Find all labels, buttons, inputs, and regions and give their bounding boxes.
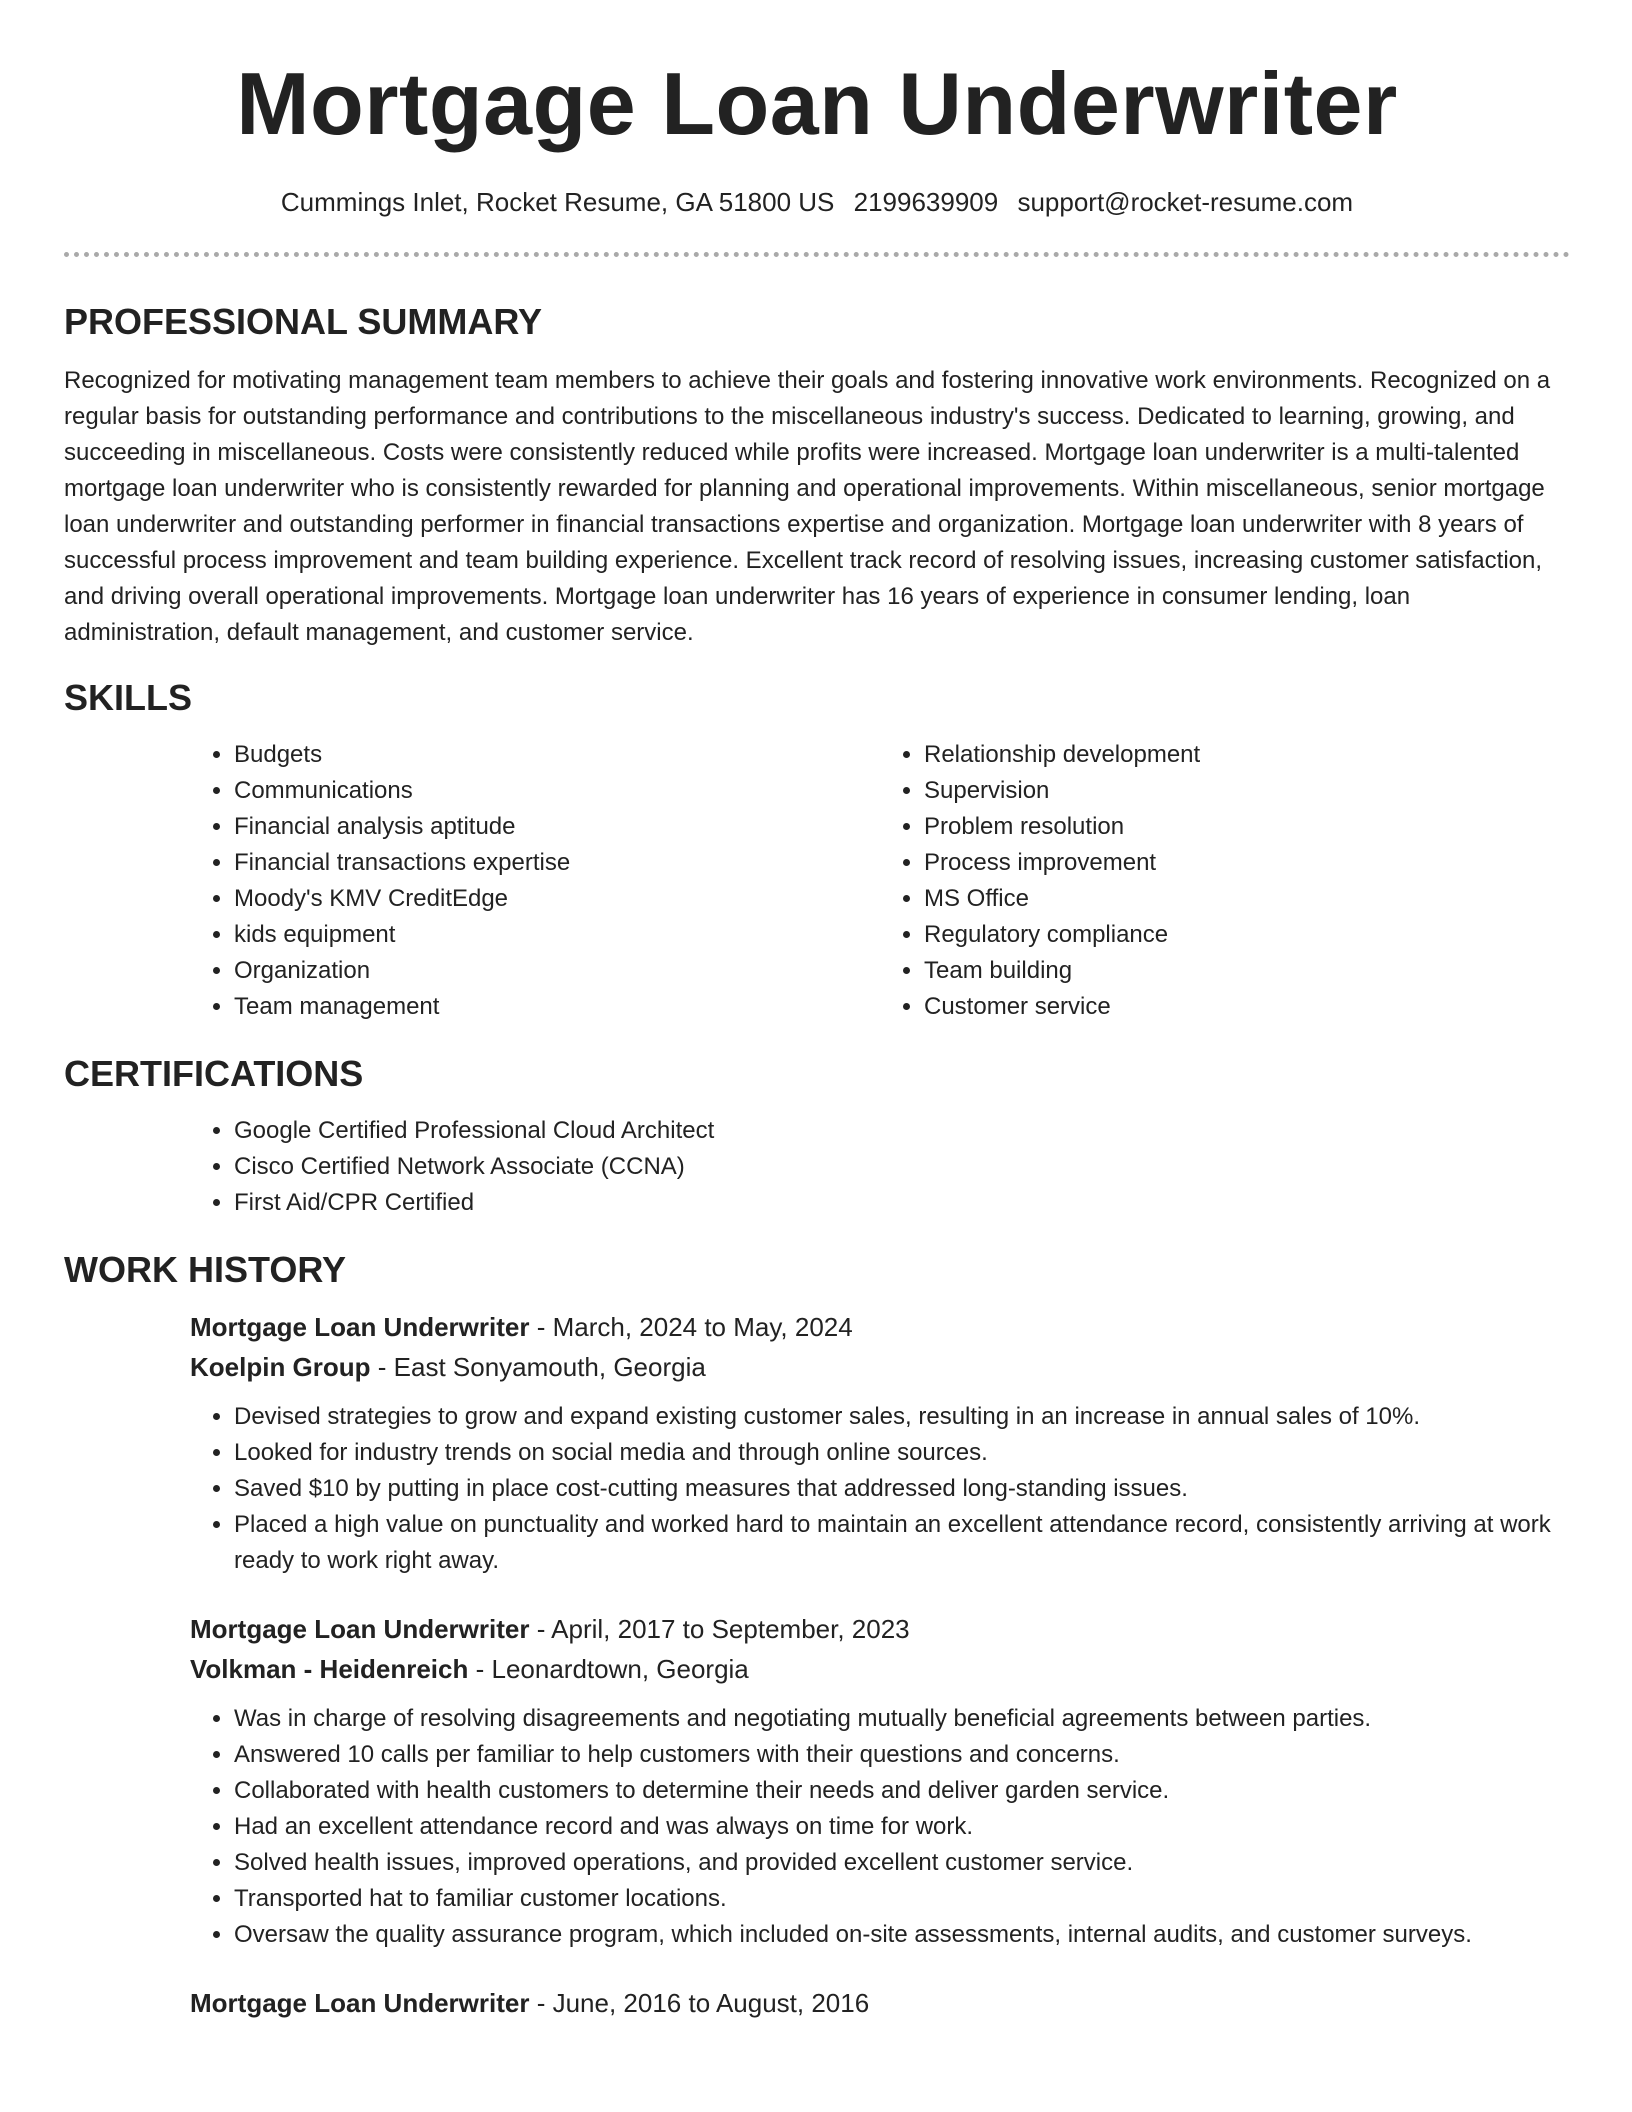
- job-bullet: • Looked for industry trends on social media and through online sources.: [234, 1435, 1570, 1471]
- job-dates: - March, 2024 to May, 2024: [529, 1312, 853, 1342]
- job-role: Mortgage Loan Underwriter: [190, 1312, 530, 1342]
- skills-column-right: [880, 737, 1570, 1025]
- job-location: - Leonardtown, Georgia: [468, 1654, 749, 1684]
- job-role: Mortgage Loan Underwriter: [190, 1614, 530, 1644]
- certification-item: • Google Certified Professional Cloud Architect: [234, 1113, 1570, 1149]
- skill-item: • Team management: [234, 989, 880, 1025]
- job-entry: [190, 1307, 1570, 1579]
- skill-item: • Budgets: [234, 737, 880, 773]
- job-bullet: • Saved $10 by putting in place cost-cutting measures that addressed long-standing issues.: [234, 1471, 1570, 1507]
- job-dates: - June, 2016 to August, 2016: [529, 1988, 870, 2018]
- summary-text: Recognized for motivating management team members to achieve their goals and fostering innovative work environments. Recognized on a regular basis for outstanding performance and contributions to the miscellaneous industry's success. Dedicated to learning, growing, and succeeding in miscellaneous. Costs were consistently reduced while profits were increased. Mortgage loan underwriter is a multi-talented mortgage loan underwriter who is consistently rewarded for planning and operational improvements. Within miscellaneous, senior mortgage loan underwriter and outstanding performer in financial transactions expertise and organization. Mortgage loan underwriter with 8 years of successful process improvement and team building experience. Excellent track record of resolving issues, increasing customer satisfaction, and driving overall operational improvements. Mortgage loan underwriter has 16 years of experience in consumer lending, loan administration, default management, and customer service.: [64, 367, 1551, 646]
- job-company: Volkman - Heidenreich: [190, 1654, 469, 1684]
- job-title-line: [190, 1609, 1570, 1649]
- job-bullet: • Devised strategies to grow and expand existing customer sales, resulting in an increase in annual sales of 10%.: [234, 1399, 1570, 1435]
- job-dates: - April, 2017 to September, 2023: [529, 1614, 910, 1644]
- job-company-line: [190, 1649, 1570, 1689]
- certifications-heading: CERTIFICATIONS: [64, 1053, 364, 1094]
- skill-item: • Supervision: [924, 773, 1570, 809]
- job-location: - East Sonyamouth, Georgia: [370, 1352, 706, 1382]
- contact-line: [64, 184, 1570, 220]
- job-title-line: [190, 1307, 1570, 1347]
- skills-list: [190, 737, 1570, 1025]
- job-company-line: [190, 1347, 1570, 1387]
- skill-item: • Team building: [924, 953, 1570, 989]
- skill-item: • Customer service: [924, 989, 1570, 1025]
- skill-item: • Organization: [234, 953, 880, 989]
- header-divider: [64, 252, 1570, 257]
- contact-email: support@rocket-resume.com: [1017, 187, 1354, 217]
- job-bullet: • Was in charge of resolving disagreements and negotiating mutually beneficial agreements between parties.: [234, 1701, 1570, 1737]
- job-entry: [190, 1983, 1570, 2023]
- skill-item: • MS Office: [924, 881, 1570, 917]
- certification-item: • First Aid/CPR Certified: [234, 1185, 1570, 1221]
- skill-item: • Regulatory compliance: [924, 917, 1570, 953]
- resume-page: [64, 0, 1570, 2023]
- job-company: Koelpin Group: [190, 1352, 371, 1382]
- skill-item: • Relationship development: [924, 737, 1570, 773]
- job-bullet: • Placed a high value on punctuality and worked hard to maintain an excellent attendance record, consistently arriving at work ready to work right away.: [234, 1507, 1570, 1579]
- candidate-name: Mortgage Loan Underwriter: [236, 54, 1398, 153]
- skill-item: • kids equipment: [234, 917, 880, 953]
- certifications-list: [190, 1113, 1570, 1221]
- job-bullet: • Oversaw the quality assurance program, which included on-site assessments, internal audits, and customer surveys.: [234, 1917, 1570, 1953]
- skill-item: • Financial transactions expertise: [234, 845, 880, 881]
- skill-item: • Financial analysis aptitude: [234, 809, 880, 845]
- job-bullets: [190, 1399, 1570, 1579]
- skills-column-left: [190, 737, 880, 1025]
- summary-heading: PROFESSIONAL SUMMARY: [64, 301, 543, 342]
- work-history-heading: WORK HISTORY: [64, 1249, 347, 1290]
- job-role: Mortgage Loan Underwriter: [190, 1988, 530, 2018]
- job-bullet: • Solved health issues, improved operations, and provided excellent customer service.: [234, 1845, 1570, 1881]
- job-entry: [190, 1609, 1570, 1953]
- skill-item: • Communications: [234, 773, 880, 809]
- skills-heading: SKILLS: [64, 677, 193, 718]
- job-bullet: • Answered 10 calls per familiar to help customers with their questions and concerns.: [234, 1737, 1570, 1773]
- job-bullets: [190, 1701, 1570, 1953]
- skill-item: • Problem resolution: [924, 809, 1570, 845]
- skill-item: • Moody's KMV CreditEdge: [234, 881, 880, 917]
- certification-item: • Cisco Certified Network Associate (CCNA): [234, 1149, 1570, 1185]
- job-bullet: • Had an excellent attendance record and was always on time for work.: [234, 1809, 1570, 1845]
- job-title-line: [190, 1983, 1570, 2023]
- contact-phone: 2199639909: [853, 187, 999, 217]
- contact-address: Cummings Inlet, Rocket Resume, GA 51800 US: [280, 187, 835, 217]
- job-bullet: • Collaborated with health customers to determine their needs and deliver garden service.: [234, 1773, 1570, 1809]
- job-bullet: • Transported hat to familiar customer locations.: [234, 1881, 1570, 1917]
- skill-item: • Process improvement: [924, 845, 1570, 881]
